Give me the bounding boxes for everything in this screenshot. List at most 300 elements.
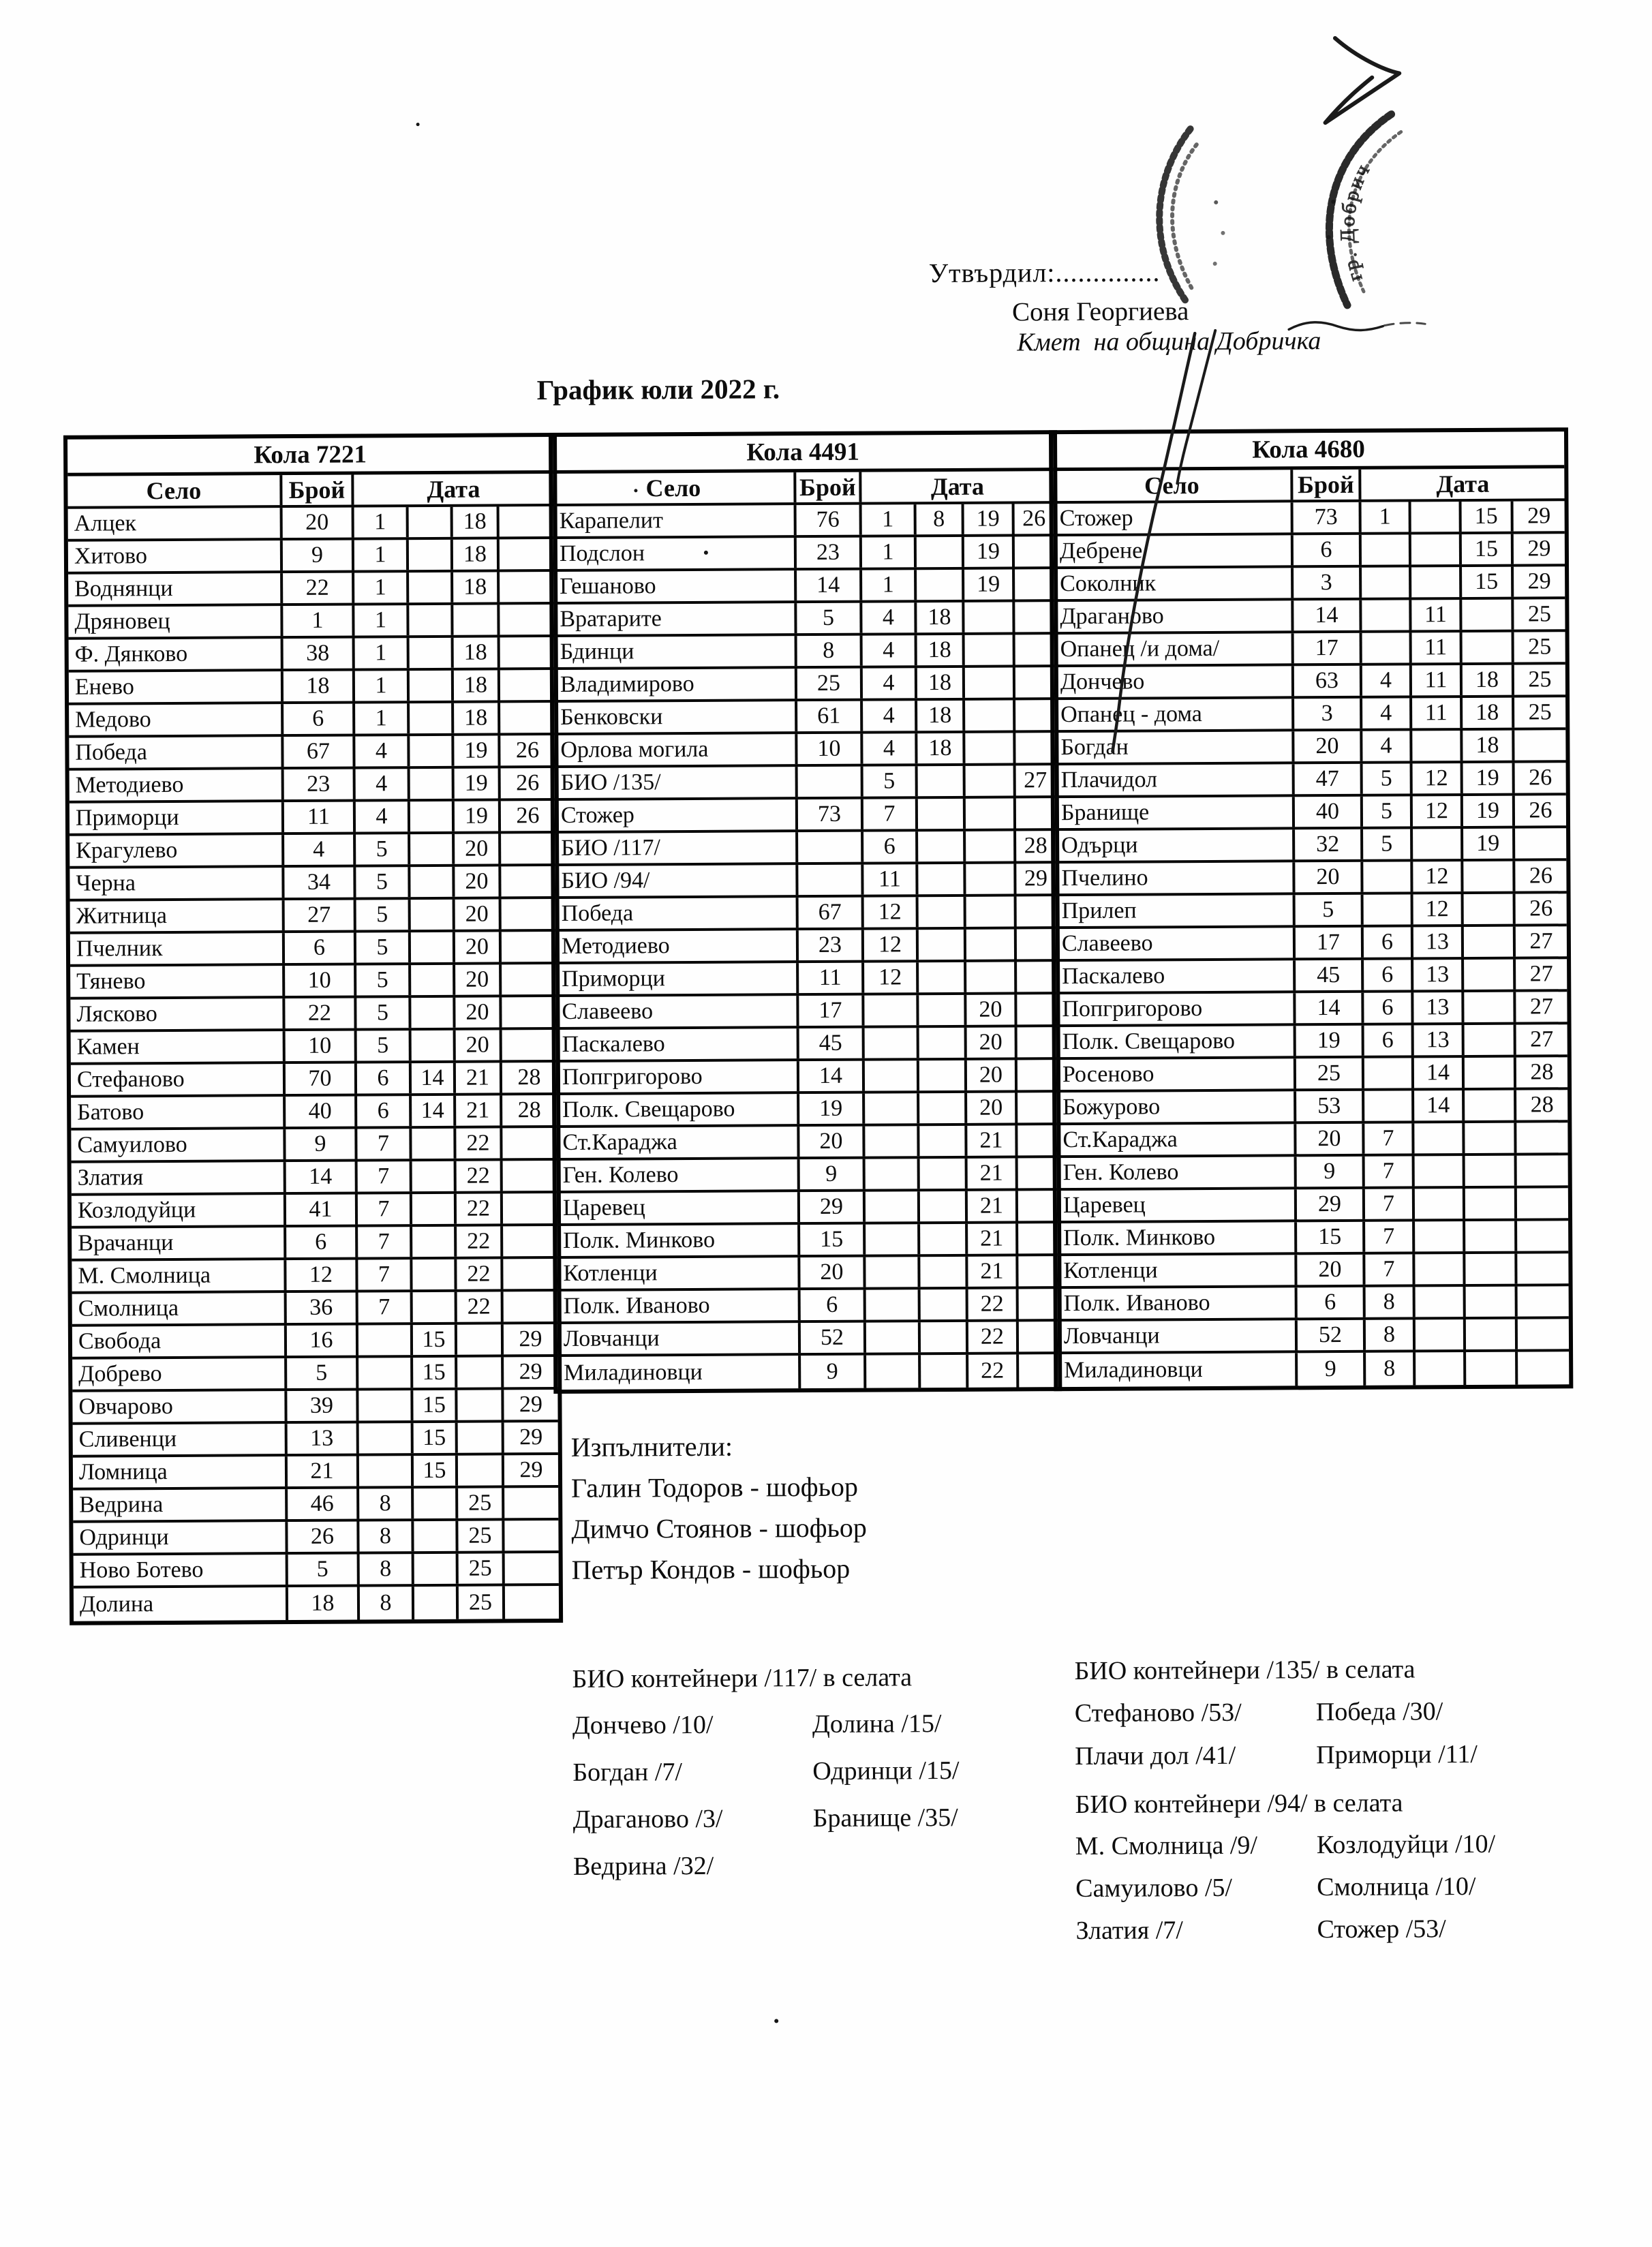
- village-cell: Славеево: [1056, 928, 1296, 959]
- table-row: [556, 1060, 1056, 1095]
- date-cell: 20: [456, 1030, 502, 1060]
- date-cell: [410, 801, 455, 831]
- approval-label: Утвърдил:..............: [928, 256, 1161, 289]
- count-cell: 27: [285, 900, 356, 931]
- table-car-header: Кола 4491: [553, 434, 1053, 474]
- village-cell: Черна: [70, 868, 284, 899]
- column-header: Брой: [282, 475, 354, 506]
- village-cell: Козлодуйци: [72, 1195, 286, 1226]
- date-cell: 7: [358, 1227, 412, 1257]
- count-cell: 32: [1295, 829, 1363, 860]
- date-cell: 4: [1362, 731, 1412, 761]
- date-cell: 6: [1364, 1025, 1414, 1055]
- table-row: [72, 1324, 557, 1360]
- date-cell: [504, 1488, 558, 1518]
- count-cell: 19: [799, 1094, 865, 1125]
- village-cell: Котленци: [557, 1257, 800, 1289]
- date-cell: [1412, 731, 1463, 761]
- count-cell: 39: [287, 1391, 358, 1422]
- village-cell: Ведрина: [73, 1489, 288, 1520]
- date-cell: [410, 703, 454, 733]
- date-cell: 7: [1365, 1189, 1415, 1219]
- date-cell: 1: [1362, 502, 1411, 532]
- date-cell: [1416, 1319, 1466, 1349]
- count-cell: 36: [287, 1293, 358, 1324]
- date-cell: 26: [1529, 765, 1552, 791]
- date-cell: 25: [1528, 667, 1552, 692]
- village-cell: Росеново: [1056, 1058, 1296, 1090]
- date-cell: [1517, 1221, 1568, 1251]
- table-row: [557, 1321, 1058, 1357]
- date-cell: 12: [1413, 894, 1464, 924]
- count-cell: 6: [285, 933, 356, 964]
- table-row: [557, 1158, 1057, 1193]
- date-cell: 6: [1364, 992, 1413, 1022]
- date-cell: 1: [354, 507, 409, 537]
- village-cell: Пчелник: [70, 933, 285, 964]
- count-cell: 20: [283, 508, 354, 538]
- village-cell: Одринци: [73, 1522, 288, 1553]
- date-cell: [1415, 1221, 1465, 1251]
- count-cell: 16: [287, 1326, 358, 1356]
- date-cell: 7: [1365, 1156, 1415, 1186]
- date-cell: [1015, 667, 1054, 697]
- village-cell: Ловчанци: [1058, 1320, 1298, 1351]
- date-cell: [1018, 1158, 1057, 1188]
- date-cell: 18: [1463, 731, 1514, 761]
- column-header: Село: [1053, 470, 1293, 501]
- date-cell: [919, 962, 966, 992]
- date-cell: [412, 1030, 456, 1060]
- date-cell: 18: [454, 703, 500, 733]
- table-row: [73, 1422, 558, 1458]
- table-row: [554, 667, 1054, 703]
- bio-note-item: Победа /30/: [1315, 1697, 1443, 1727]
- approval-signer-name: Соня Георгиева: [1011, 296, 1189, 327]
- bio-note-item: Стожер /53/: [1317, 1914, 1446, 1944]
- village-cell: Хитово: [68, 540, 283, 572]
- count-cell: 4: [284, 835, 356, 866]
- count-cell: 47: [1295, 764, 1363, 795]
- table-row: [73, 1520, 558, 1556]
- table-row: [68, 506, 553, 542]
- table-row: [1056, 992, 1567, 1027]
- date-cell: [1464, 894, 1516, 924]
- date-cell: 8: [917, 504, 964, 534]
- table-row: [70, 801, 555, 836]
- count-cell: 18: [288, 1587, 360, 1621]
- date-cell: [1415, 1189, 1465, 1219]
- date-cell: [1465, 1254, 1517, 1284]
- date-cell: 7: [1364, 1123, 1414, 1153]
- date-cell: 13: [1413, 927, 1464, 957]
- date-cell: [919, 1093, 967, 1123]
- count-cell: 25: [797, 669, 863, 699]
- column-header: Село: [67, 475, 282, 506]
- village-cell: Паскалево: [556, 1028, 799, 1060]
- date-cell: [921, 1289, 968, 1319]
- date-cell: [1466, 1352, 1518, 1385]
- date-cell: 1: [355, 638, 410, 668]
- bio-note-row: [572, 1709, 960, 1758]
- village-cell: БИО /117/: [555, 832, 798, 863]
- date-cell: 8: [360, 1587, 414, 1619]
- date-cell: 7: [358, 1292, 413, 1322]
- date-cell: [411, 932, 455, 962]
- date-cell: 14: [1414, 1058, 1465, 1088]
- table-row: [557, 1223, 1057, 1259]
- count-cell: 14: [799, 1061, 865, 1092]
- bio-note-item: Одринци /15/: [812, 1756, 960, 1786]
- date-cell: 5: [1363, 796, 1413, 826]
- table-row: [557, 1191, 1057, 1226]
- count-cell: 45: [799, 1028, 865, 1059]
- date-cell: [964, 602, 1015, 632]
- date-cell: [358, 1390, 413, 1420]
- date-cell: [1363, 861, 1413, 891]
- date-cell: [919, 1126, 967, 1156]
- date-cell: [458, 1455, 504, 1485]
- count-cell: 1: [283, 606, 354, 637]
- count-cell: 70: [286, 1064, 357, 1095]
- date-cell: 5: [1363, 763, 1413, 793]
- date-cell: 28: [517, 1097, 541, 1123]
- date-cell: [921, 1355, 968, 1388]
- table-column-header-row: [67, 474, 553, 509]
- date-cell: [414, 1554, 459, 1584]
- date-cell: 5: [356, 867, 410, 897]
- date-cell: [1465, 1025, 1516, 1055]
- date-cell: 8: [359, 1521, 414, 1551]
- stamp-fragment-left: [1159, 129, 1225, 302]
- table-row: [74, 1553, 559, 1589]
- count-cell: 23: [797, 538, 862, 568]
- date-cell: 15: [414, 1456, 458, 1486]
- village-cell: Методиево: [70, 769, 284, 801]
- date-cell: 20: [966, 994, 1017, 1024]
- table-row: [554, 700, 1054, 735]
- village-cell: Смолница: [72, 1293, 287, 1324]
- date-cell: [502, 997, 555, 1027]
- table-row: [72, 1390, 557, 1425]
- table-row: [1055, 763, 1566, 798]
- date-cell: 19: [964, 504, 1015, 534]
- table-column-header-row: [1053, 468, 1564, 504]
- stamp-fragment-right: [1326, 114, 1405, 305]
- table-row: [1056, 926, 1567, 962]
- count-cell: 67: [284, 737, 355, 767]
- village-cell: Дряновец: [68, 606, 283, 637]
- date-cell: [966, 831, 1016, 861]
- date-cell: [966, 765, 1016, 795]
- date-cell: 7: [358, 1259, 412, 1289]
- schedule-table: [549, 430, 1062, 1394]
- date-cell: [1465, 1123, 1516, 1153]
- bio-note-row: [573, 1803, 960, 1852]
- page-title: График юли 2022 г.: [536, 373, 780, 406]
- date-cell: [1517, 1188, 1568, 1218]
- date-cell: 7: [358, 1194, 412, 1224]
- date-cell: [921, 1322, 968, 1352]
- date-cell: [1516, 1122, 1567, 1152]
- date-cell: 18: [453, 506, 500, 536]
- table-row: [553, 504, 1054, 539]
- date-cell: [501, 866, 555, 896]
- date-cell: 8: [1366, 1287, 1416, 1317]
- village-cell: Одърци: [1055, 829, 1295, 861]
- count-cell: 40: [1295, 797, 1363, 827]
- table-row: [554, 635, 1054, 670]
- count-cell: 14: [286, 1162, 358, 1193]
- date-cell: [502, 1128, 556, 1158]
- date-cell: [1015, 700, 1054, 730]
- village-cell: Гешаново: [553, 570, 797, 602]
- date-cell: [865, 1028, 919, 1058]
- date-cell: [1364, 1058, 1414, 1088]
- bio-note-item: Ведрина /32/: [572, 1851, 714, 1881]
- count-cell: 21: [288, 1456, 359, 1487]
- village-cell: Опанец /и дома/: [1054, 633, 1294, 664]
- village-cell: Полк. Иваново: [557, 1290, 801, 1321]
- count-cell: 9: [1297, 1157, 1365, 1187]
- date-cell: 6: [1364, 960, 1413, 990]
- date-cell: 22: [456, 1128, 502, 1158]
- date-cell: 5: [356, 900, 411, 930]
- village-cell: Крагулево: [70, 835, 284, 866]
- date-cell: [411, 965, 455, 995]
- date-cell: 29: [519, 1359, 542, 1385]
- table-row: [1054, 599, 1565, 635]
- village-cell: Ст.Караджа: [1056, 1124, 1296, 1155]
- date-cell: [457, 1390, 504, 1420]
- date-cell: 21: [456, 1063, 502, 1092]
- village-cell: Лясково: [70, 998, 285, 1030]
- date-cell: 21: [456, 1095, 502, 1125]
- date-cell: [413, 1292, 457, 1322]
- date-cell: [410, 736, 454, 766]
- count-cell: 10: [285, 966, 356, 996]
- table-row: [74, 1586, 559, 1621]
- bio-note-row: [1075, 1696, 1478, 1741]
- table-row: [1057, 1221, 1568, 1256]
- table-row: [1058, 1319, 1569, 1354]
- date-cell: [1414, 1123, 1465, 1153]
- date-cell: 5: [356, 965, 411, 995]
- table-row: [555, 929, 1056, 964]
- date-cell: [920, 1159, 968, 1189]
- date-cell: 27: [1529, 994, 1554, 1020]
- table-car-header: Кола 7221: [67, 437, 553, 476]
- table-row: [556, 1092, 1056, 1128]
- village-cell: БИО /135/: [555, 767, 798, 798]
- table-row: [557, 1256, 1057, 1291]
- table-row: [68, 539, 553, 575]
- table-row: [72, 1291, 557, 1327]
- count-cell: [798, 767, 863, 797]
- date-cell: 19: [1463, 829, 1515, 859]
- date-cell: [1518, 1286, 1569, 1316]
- date-cell: 26: [516, 803, 540, 829]
- table-row: [555, 831, 1055, 866]
- date-cell: [500, 605, 553, 635]
- count-cell: 38: [284, 639, 355, 669]
- date-cell: 13: [1414, 1025, 1465, 1055]
- date-cell: 1: [862, 537, 917, 567]
- date-cell: [1017, 896, 1056, 926]
- date-cell: [500, 506, 553, 536]
- date-cell: [1518, 1319, 1569, 1349]
- bio-note-item: Приморци /11/: [1316, 1739, 1478, 1770]
- table-row: [69, 735, 554, 771]
- date-cell: 6: [1364, 927, 1413, 957]
- count-cell: 73: [1294, 502, 1362, 533]
- table-row: [71, 1030, 556, 1065]
- date-cell: 20: [455, 866, 501, 896]
- count-cell: 11: [799, 963, 864, 994]
- count-cell: 53: [1296, 1091, 1364, 1122]
- date-cell: 4: [356, 801, 410, 831]
- date-cell: [1015, 569, 1054, 599]
- village-cell: Полк. Минково: [557, 1225, 800, 1256]
- date-cell: 11: [1412, 698, 1463, 728]
- table-row: [1056, 959, 1567, 994]
- table-row: [1054, 730, 1565, 765]
- date-cell: 11: [1411, 600, 1462, 630]
- count-cell: 5: [288, 1555, 360, 1585]
- date-cell: 7: [1365, 1254, 1415, 1284]
- date-cell: [966, 962, 1017, 992]
- date-cell: [1466, 1287, 1518, 1317]
- bio-note-block: [572, 1662, 960, 1899]
- table-row: [556, 1027, 1056, 1063]
- table-row: [71, 1063, 556, 1098]
- date-cell: [410, 638, 454, 668]
- count-cell: 6: [286, 1227, 358, 1258]
- bio-note-item: Козлодуйци /10/: [1316, 1829, 1496, 1860]
- date-cell: 27: [1024, 767, 1047, 793]
- table-row: [70, 997, 555, 1033]
- table-column-header-row: [553, 471, 1053, 506]
- date-cell: 15: [414, 1423, 458, 1453]
- table-row: [556, 1125, 1056, 1161]
- date-cell: [1017, 994, 1056, 1024]
- bio-note-item: Бранище /35/: [812, 1803, 958, 1833]
- date-cell: [1015, 635, 1054, 664]
- date-cell: 5: [356, 834, 410, 864]
- table-row: [1054, 664, 1565, 700]
- table-row: [73, 1455, 558, 1491]
- count-cell: 17: [1296, 928, 1364, 958]
- date-cell: [1415, 1156, 1465, 1186]
- count-cell: 63: [1294, 666, 1362, 697]
- bio-note-row: [1075, 1914, 1496, 1958]
- date-cell: 11: [1412, 665, 1463, 695]
- count-cell: 6: [1294, 535, 1362, 566]
- date-cell: [965, 667, 1015, 697]
- date-cell: 21: [968, 1256, 1018, 1286]
- date-cell: 28: [1530, 1059, 1554, 1085]
- date-cell: 20: [967, 1027, 1018, 1057]
- date-cell: [500, 703, 554, 733]
- count-cell: 14: [1296, 993, 1364, 1024]
- bio-note-item: М. Смолница /9/: [1075, 1831, 1258, 1861]
- date-cell: [500, 539, 553, 569]
- date-cell: 29: [519, 1392, 543, 1418]
- count-cell: 20: [1296, 1124, 1364, 1155]
- date-cell: 20: [455, 997, 502, 1027]
- village-cell: Полк. Минково: [1057, 1222, 1297, 1253]
- approval-signer-role: Кмет на община Добричка: [1017, 326, 1321, 357]
- bio-note-item: Смолница /10/: [1317, 1871, 1476, 1902]
- date-cell: 19: [455, 801, 501, 831]
- date-cell: 28: [1530, 1092, 1554, 1118]
- date-cell: 22: [968, 1354, 1019, 1387]
- count-cell: 46: [288, 1489, 359, 1520]
- table-row: [70, 932, 555, 967]
- date-cell: 1: [355, 703, 410, 733]
- table-row: [1054, 632, 1565, 667]
- date-cell: 29: [519, 1424, 543, 1450]
- date-cell: 22: [457, 1161, 503, 1191]
- date-cell: [918, 766, 966, 796]
- village-cell: Прилеп: [1056, 895, 1296, 926]
- village-cell: Царевец: [557, 1192, 800, 1223]
- count-cell: 17: [799, 996, 864, 1026]
- village-cell: Дончево: [1054, 666, 1294, 697]
- date-cell: [866, 1191, 920, 1221]
- date-cell: 6: [863, 831, 918, 861]
- date-cell: 7: [863, 799, 918, 829]
- table-row: [1054, 566, 1565, 602]
- date-cell: [505, 1586, 559, 1619]
- count-cell: 15: [1297, 1222, 1365, 1253]
- village-cell: Соколник: [1054, 568, 1294, 599]
- bio-note-item: Богдан /7/: [572, 1758, 683, 1787]
- scan-speck: [774, 2019, 778, 2023]
- date-cell: [412, 1259, 457, 1289]
- table-row: [557, 1289, 1058, 1324]
- table-row: [69, 637, 554, 673]
- count-cell: 52: [1298, 1320, 1366, 1351]
- table-row: [73, 1488, 558, 1523]
- date-cell: [1411, 567, 1462, 597]
- date-cell: [866, 1159, 920, 1189]
- village-cell: Вратарите: [553, 603, 797, 635]
- date-cell: [1463, 632, 1514, 662]
- table-row: [555, 798, 1055, 834]
- date-cell: [1463, 861, 1515, 891]
- date-cell: 5: [356, 998, 411, 1028]
- date-cell: [918, 799, 966, 829]
- date-cell: 20: [455, 932, 502, 962]
- village-cell: Пчелино: [1055, 862, 1295, 893]
- village-cell: Воднянци: [68, 573, 283, 605]
- date-cell: [1018, 1060, 1056, 1090]
- date-cell: [500, 572, 553, 602]
- village-cell: Житница: [70, 900, 285, 932]
- date-cell: [1362, 600, 1411, 630]
- village-cell: Попгригорово: [1056, 993, 1296, 1024]
- table-row: [1057, 1253, 1568, 1289]
- date-cell: [919, 897, 966, 927]
- village-cell: Тянево: [70, 966, 285, 997]
- schedule-table: [63, 433, 563, 1625]
- date-cell: 7: [358, 1161, 412, 1191]
- table-row: [555, 994, 1056, 1030]
- count-cell: 9: [801, 1356, 866, 1389]
- date-cell: 20: [967, 1092, 1018, 1122]
- date-cell: [410, 867, 455, 897]
